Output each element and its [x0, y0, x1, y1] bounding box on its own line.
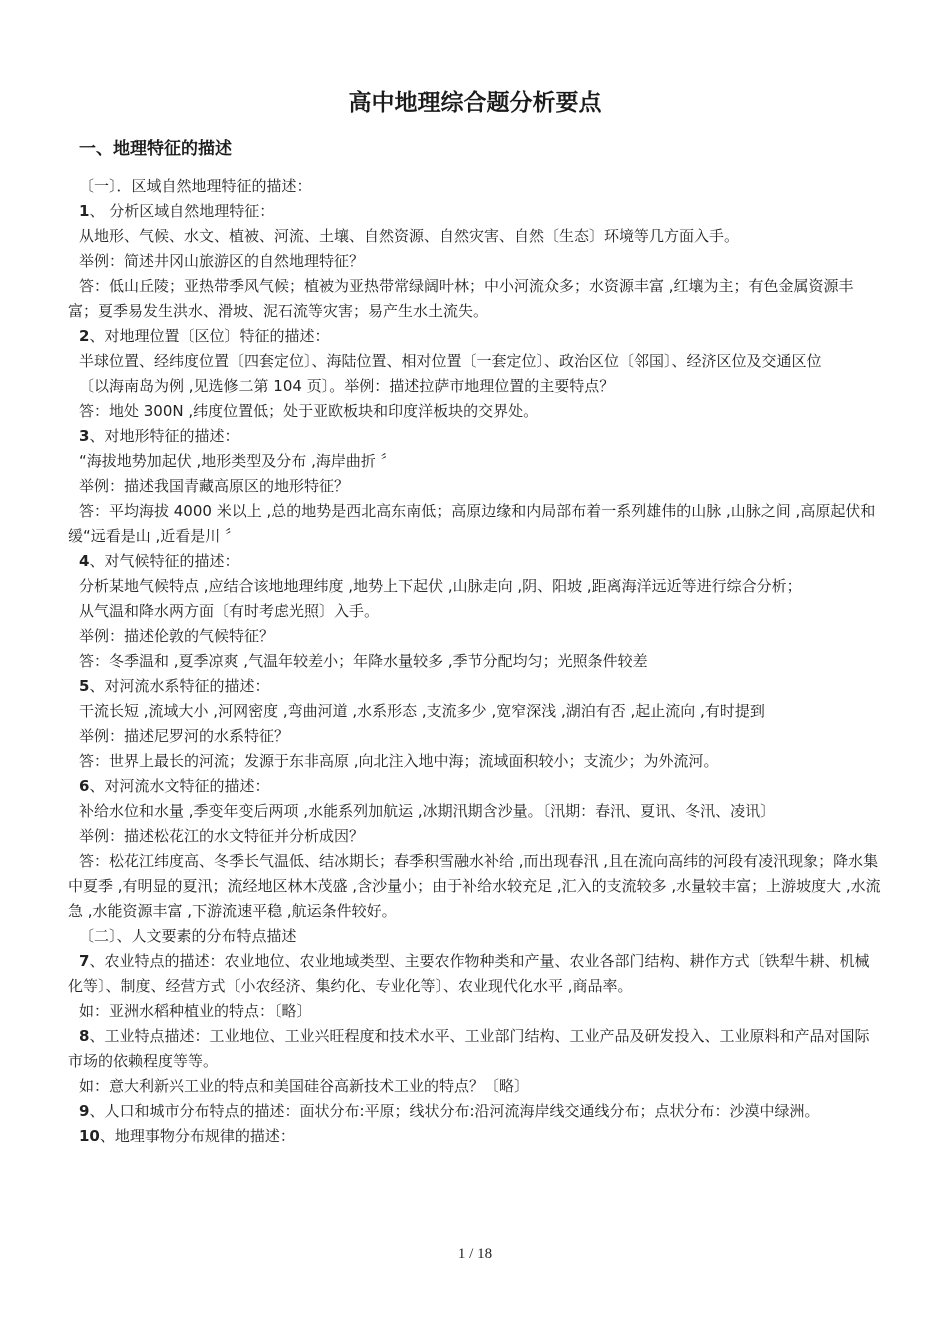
item-number: 4 — [79, 552, 90, 570]
paragraph-line — [68, 174, 883, 199]
item-number: 2 — [79, 327, 90, 345]
paragraph-line — [68, 624, 883, 649]
paragraph-line — [68, 699, 883, 724]
paragraph-text: 答：平均海拔 4000 米以上 ,总的地势是西北高东南低；高原边缘和内局部布着一系列雄伟的山脉 ,山脉之间 ,高原起伏和缓“远看是山 ,近看是川 〞 — [68, 502, 876, 545]
item-number: 5 — [79, 677, 90, 695]
paragraph-text: 、对地形特征的描述： — [89, 427, 240, 445]
paragraph-text: 干流长短 ,流域大小 ,河网密度 ,弯曲河道 ,水系形态 ,支流多少 ,宽窄深浅 ,湖泊有否 ,起止流向 ,有时提到 — [79, 702, 765, 720]
paragraph-line — [68, 349, 883, 374]
paragraph-text: 答：地处 300N ,纬度位置低；处于亚欧板块和印度洋板块的交界处。 — [79, 402, 539, 420]
page-number: 1 / 18 — [457, 1246, 493, 1262]
paragraph-line — [68, 824, 883, 849]
paragraph-line — [68, 224, 883, 249]
paragraph-text: 答：低山丘陵；亚热带季风气候；植被为亚热带常绿阔叶林；中小河流众多；水资源丰富 ,红壤为主；有色金属资源丰富；夏季易发生洪水、滑坡、泥石流等灾害；易产生水土流失。 — [68, 277, 854, 320]
item-number: 7 — [79, 952, 90, 970]
item-number: 8 — [79, 1027, 90, 1045]
paragraph-line — [68, 749, 883, 774]
paragraph-line — [68, 724, 883, 749]
paragraph-line — [68, 324, 883, 349]
paragraph-line — [68, 424, 883, 449]
item-number: 10 — [79, 1127, 100, 1145]
paragraph-text: 举例：描述尼罗河的水系特征？ — [79, 727, 290, 745]
paragraph-text: 、对气候特征的描述： — [89, 552, 240, 570]
paragraph-text: 、农业特点的描述：农业地位、农业地域类型、主要农作物种类和产量、农业各部门结构、耕作方式〔铁犁牛耕、机械化等〕、制度、经营方式〔小农经济、集约化、专业化等〕、农业现代化水平 ,商品率。 — [68, 952, 870, 995]
paragraph-line — [68, 249, 883, 274]
paragraph-line — [68, 499, 883, 549]
paragraph-text: 答：世界上最长的河流；发源于东非高原 ,向北注入地中海；流域面积较小；支流少；为外流河。 — [79, 752, 719, 770]
paragraph-line — [68, 549, 883, 574]
paragraph-line — [68, 949, 883, 999]
item-number: 3 — [79, 427, 90, 445]
paragraph-line — [68, 649, 883, 674]
paragraph-text: 、工业特点描述：工业地位、工业兴旺程度和技术水平、工业部门结构、工业产品及研发投入、工业原料和产品对国际市场的依赖程度等等。 — [68, 1027, 870, 1070]
paragraph-line — [68, 1024, 883, 1074]
paragraph-text: 、地理事物分布规律的描述： — [99, 1127, 295, 1145]
paragraph-line — [68, 849, 883, 924]
item-number: 6 — [79, 777, 90, 795]
item-number: 1 — [79, 202, 90, 220]
paragraph-line — [68, 774, 883, 799]
paragraph-line — [68, 474, 883, 499]
paragraph-text: “海拔地势加起伏 ,地形类型及分布 ,海岸曲折 〞 — [79, 452, 396, 470]
paragraph-line — [68, 1124, 883, 1149]
paragraph-text: 〔二〕、人文要素的分布特点描述 — [79, 927, 297, 945]
paragraph-text: 、对河流水文特征的描述： — [89, 777, 270, 795]
paragraph-line — [68, 674, 883, 699]
paragraph-line — [68, 799, 883, 824]
paragraph-text: 〔一〕．区域自然地理特征的描述： — [79, 177, 312, 195]
paragraph-text: 答：冬季温和 ,夏季凉爽 ,气温年较差小；年降水量较多 ,季节分配均匀；光照条件较差 — [79, 652, 648, 670]
paragraph-text: 从气温和降水两方面〔有时考虑光照〕入手。 — [79, 602, 380, 620]
paragraph-line — [68, 399, 883, 424]
paragraph-text: 、人口和城市分布特点的描述：面状分布:平原；线状分布:沿河流海岸线交通线分布；点状分布：沙漠中绿洲。 — [89, 1102, 820, 1120]
document-title: 高中地理综合题分析要点 — [348, 90, 602, 116]
paragraph-text: 举例：描述松花江的水文特征并分析成因？ — [79, 827, 365, 845]
paragraph-text: 〔以海南岛为例 ,见选修二第 104 页〕。举例：描述拉萨市地理位置的主要特点？ — [79, 377, 615, 395]
paragraph-text: 、对河流水系特征的描述： — [89, 677, 270, 695]
paragraph-text: 补给水位和水量 ,季变年变后两项 ,水能系列加航运 ,冰期汛期含沙量。〔汛期：春汛、夏讯、冬汛、凌讯〕 — [79, 802, 776, 820]
paragraph-line — [68, 924, 883, 949]
paragraph-text: 如：亚洲水稻种植业的特点：〔略〕 — [79, 1002, 312, 1020]
document-body — [68, 174, 883, 1149]
paragraph-line — [68, 199, 883, 224]
paragraph-text: 半球位置、经纬度位置〔四套定位〕、海陆位置、相对位置〔一套定位〕、政治区位〔邻国〕、经济区位及交通区位 — [79, 352, 822, 370]
paragraph-text: 、 分析区域自然地理特征： — [89, 202, 275, 220]
paragraph-text: 分析某地气候特点 ,应结合该地地理纬度 ,地势上下起伏 ,山脉走向 ,阴、阳坡 ,距离海洋远近等进行综合分析； — [79, 577, 802, 595]
paragraph-line — [68, 1099, 883, 1124]
paragraph-line — [68, 574, 883, 599]
paragraph-text: 答：松花江纬度高、冬季长气温低、结冰期长；春季积雪融水补给 ,而出现春汛 ,且在流向高纬的河段有凌汛现象；降水集中夏季 ,有明显的夏汛；流经地区林木茂盛 ,含沙量小；由于补给水较充足 ,汇入的支流较多 ,水量较丰富；上游坡度大 ,水流急 ,水能资源丰富 ,下游流速平稳 ,航运条件较好。 — [68, 852, 881, 920]
item-number: 9 — [79, 1102, 90, 1120]
paragraph-text: 、对地理位置〔区位〕特征的描述： — [89, 327, 330, 345]
paragraph-text: 如：意大利新兴工业的特点和美国硅谷高新技术工业的特点？〔略〕 — [79, 1077, 530, 1095]
paragraph-text: 从地形、气候、水文、植被、河流、土壤、自然资源、自然灾害、自然〔生态〕环境等几方面入手。 — [79, 227, 740, 245]
section-heading: 一、地理特征的描述 — [79, 139, 232, 159]
paragraph-line — [68, 999, 883, 1024]
paragraph-text: 举例：描述伦敦的气候特征？ — [79, 627, 275, 645]
paragraph-line — [68, 599, 883, 624]
paragraph-line — [68, 1074, 883, 1099]
paragraph-text: 举例：简述井冈山旅游区的自然地理特征？ — [79, 252, 365, 270]
paragraph-line — [68, 374, 883, 399]
paragraph-text: 举例：描述我国青藏高原区的地形特征？ — [79, 477, 350, 495]
paragraph-line — [68, 274, 883, 324]
paragraph-line — [68, 449, 883, 474]
